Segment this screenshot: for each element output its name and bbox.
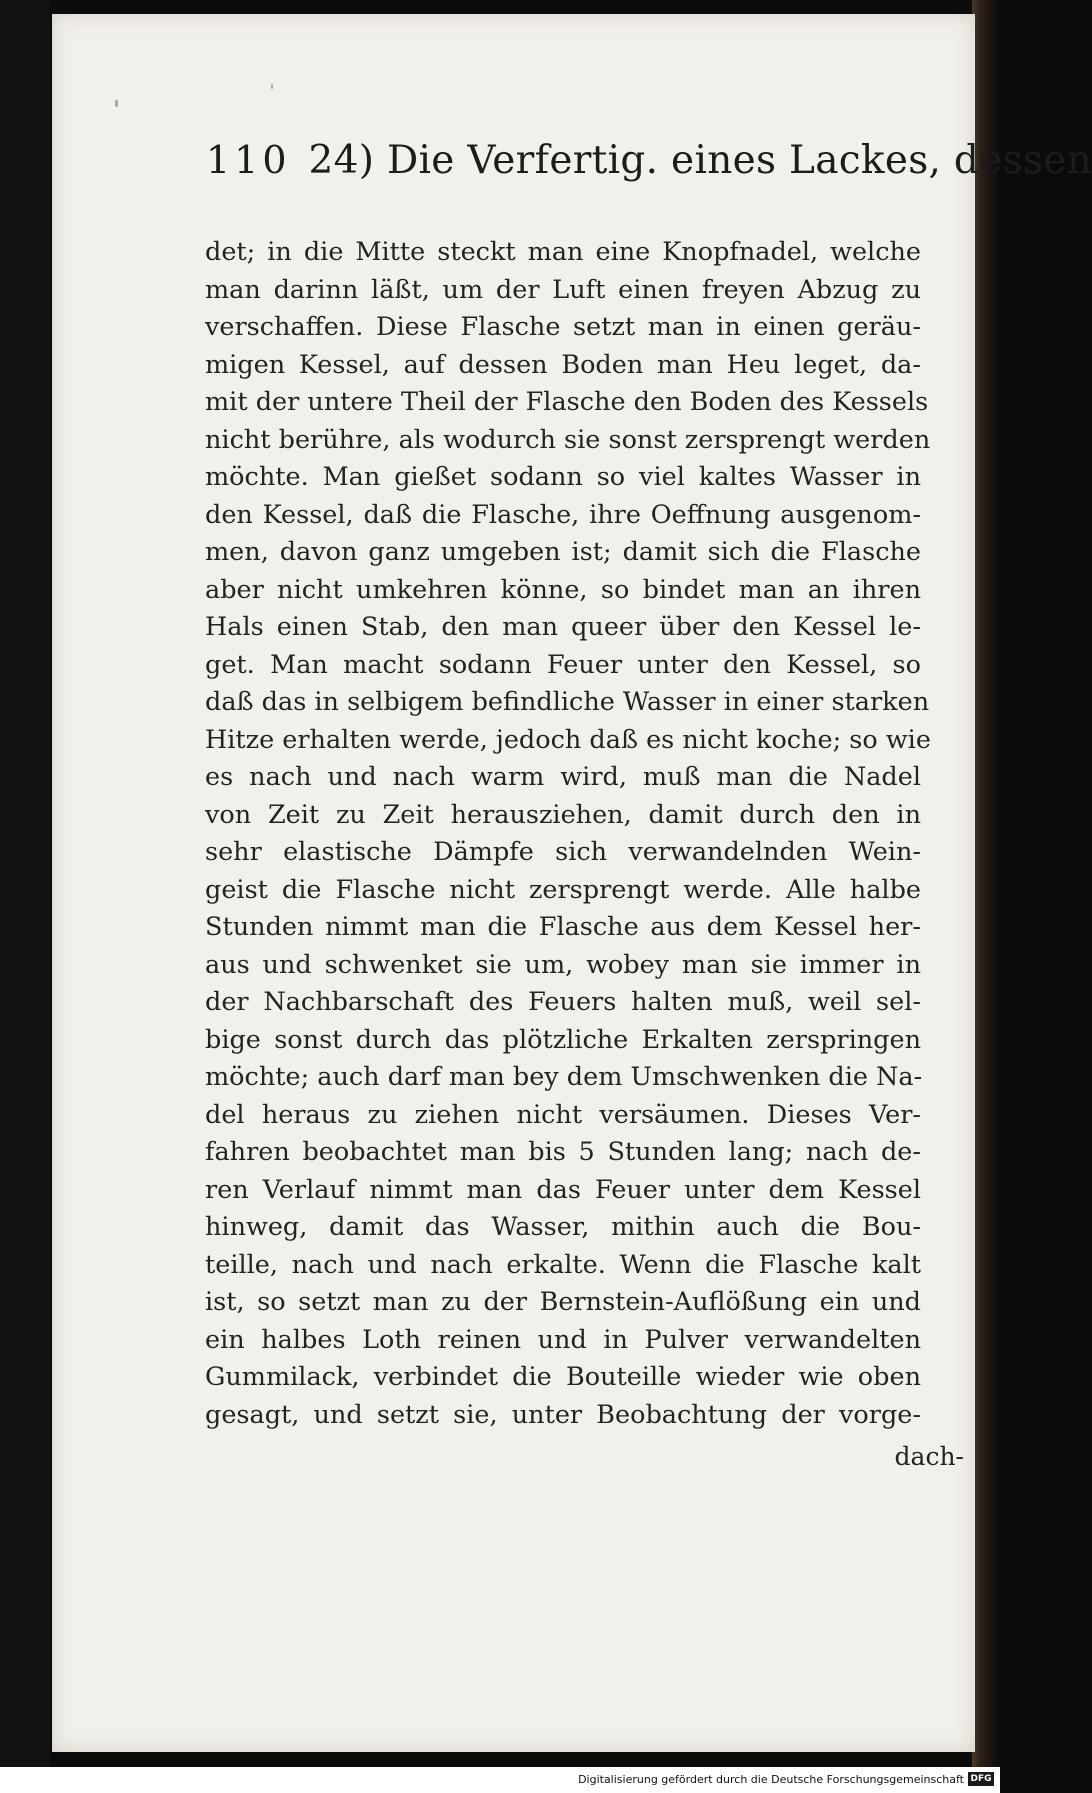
paper-speck [115, 100, 118, 107]
text-line: aber nicht umkehren könne, so bindet man an ihren [205, 574, 921, 605]
text-line: migen Kessel, auf dessen Boden man Heu leget, da- [205, 349, 921, 380]
text-line: Gummilack, verbindet die Bouteille wieder wie oben [205, 1362, 921, 1392]
text-line: del heraus zu ziehen nicht versäumen. Dieses Ver- [205, 1099, 921, 1130]
text-line: man darinn läßt, um der Luft einen freyen Abzug zu [205, 274, 921, 305]
text-line: der Nachbarschaft des Feuers halten muß, weil sel- [205, 987, 921, 1017]
text-line: daß das in selbigem befindliche Wasser in einer starken [205, 687, 930, 717]
text-line: ist, so setzt man zu der Bernstein-Auflößung ein und [205, 1287, 921, 1317]
text-line: fahren beobachtet man bis 5 Stunden lang; nach de- [205, 1137, 921, 1167]
text-line: geist die Flasche nicht zersprengt werde. Alle halbe [205, 874, 921, 905]
page-number: 110 [206, 138, 291, 182]
text-line: möchte. Man gießet sodann so viel kaltes Wasser in [205, 462, 921, 492]
text-line: den Kessel, daß die Flasche, ihre Oeffnung ausgenom- [205, 499, 921, 530]
scan-border-left [0, 0, 50, 1793]
scan-border-top [0, 0, 1000, 14]
text-line: Hals einen Stab, den man queer über den Kessel le- [205, 612, 921, 642]
paper-speck [271, 84, 273, 89]
catchword: dach- [894, 1442, 964, 1471]
text-line: nicht berühre, als wodurch sie sonst zersprengt werden [205, 424, 931, 455]
text-line: Hitze erhalten werde, jedoch daß es nicht koche; so wie [205, 724, 931, 755]
dfg-logo: DFG [968, 1772, 994, 1786]
text-line: Stunden nimmt man die Flasche aus dem Kessel her- [205, 912, 921, 942]
scan-border-right [972, 0, 1000, 1793]
text-line: get. Man macht sodann Feuer unter den Kessel, so [205, 649, 921, 680]
text-line: ren Verlauf nimmt man das Feuer unter dem Kessel [205, 1174, 921, 1205]
text-line: mit der untere Theil der Flasche den Boden des Kessels [205, 387, 929, 417]
text-line: teille, nach und nach erkalte. Wenn die Flasche kalt [205, 1249, 921, 1280]
text-line: möchte; auch darf man bey dem Umschwenken die Na- [205, 1062, 923, 1092]
body-text [205, 234, 931, 1434]
digitization-credit: Digitalisierung gefördert durch die Deutsche Forschungsgemeinschaft [578, 1773, 964, 1786]
text-line: es nach und nach warm wird, muß man die Nadel [205, 762, 921, 792]
text-line: det; in die Mitte steckt man eine Knopfnadel, welche [205, 237, 921, 267]
page-header [206, 138, 1092, 208]
text-line: sehr elastische Dämpfe sich verwandelnden Wein- [205, 837, 921, 867]
text-line: men, davon ganz umgeben ist; damit sich die Flasche [205, 537, 921, 567]
text-line: aus und schwenket sie um, wobey man sie immer in [205, 949, 921, 980]
text-line: ein halbes Loth reinen und in Pulver verwandelten [205, 1324, 921, 1355]
text-line: verschaffen. Diese Flasche setzt man in einen geräu- [205, 312, 921, 342]
footer-bar [0, 1767, 1000, 1793]
running-head: 24) Die Verfertig. eines Lackes, dessen [308, 138, 1092, 183]
text-line: gesagt, und setzt sie, unter Beobachtung der vorge- [205, 1399, 921, 1430]
text-line: hinweg, damit das Wasser, mithin auch die Bou- [205, 1212, 921, 1242]
text-line: von Zeit zu Zeit herausziehen, damit durch den in [205, 799, 921, 830]
text-line: bige sonst durch das plötzliche Erkalten zerspringen [205, 1024, 921, 1055]
